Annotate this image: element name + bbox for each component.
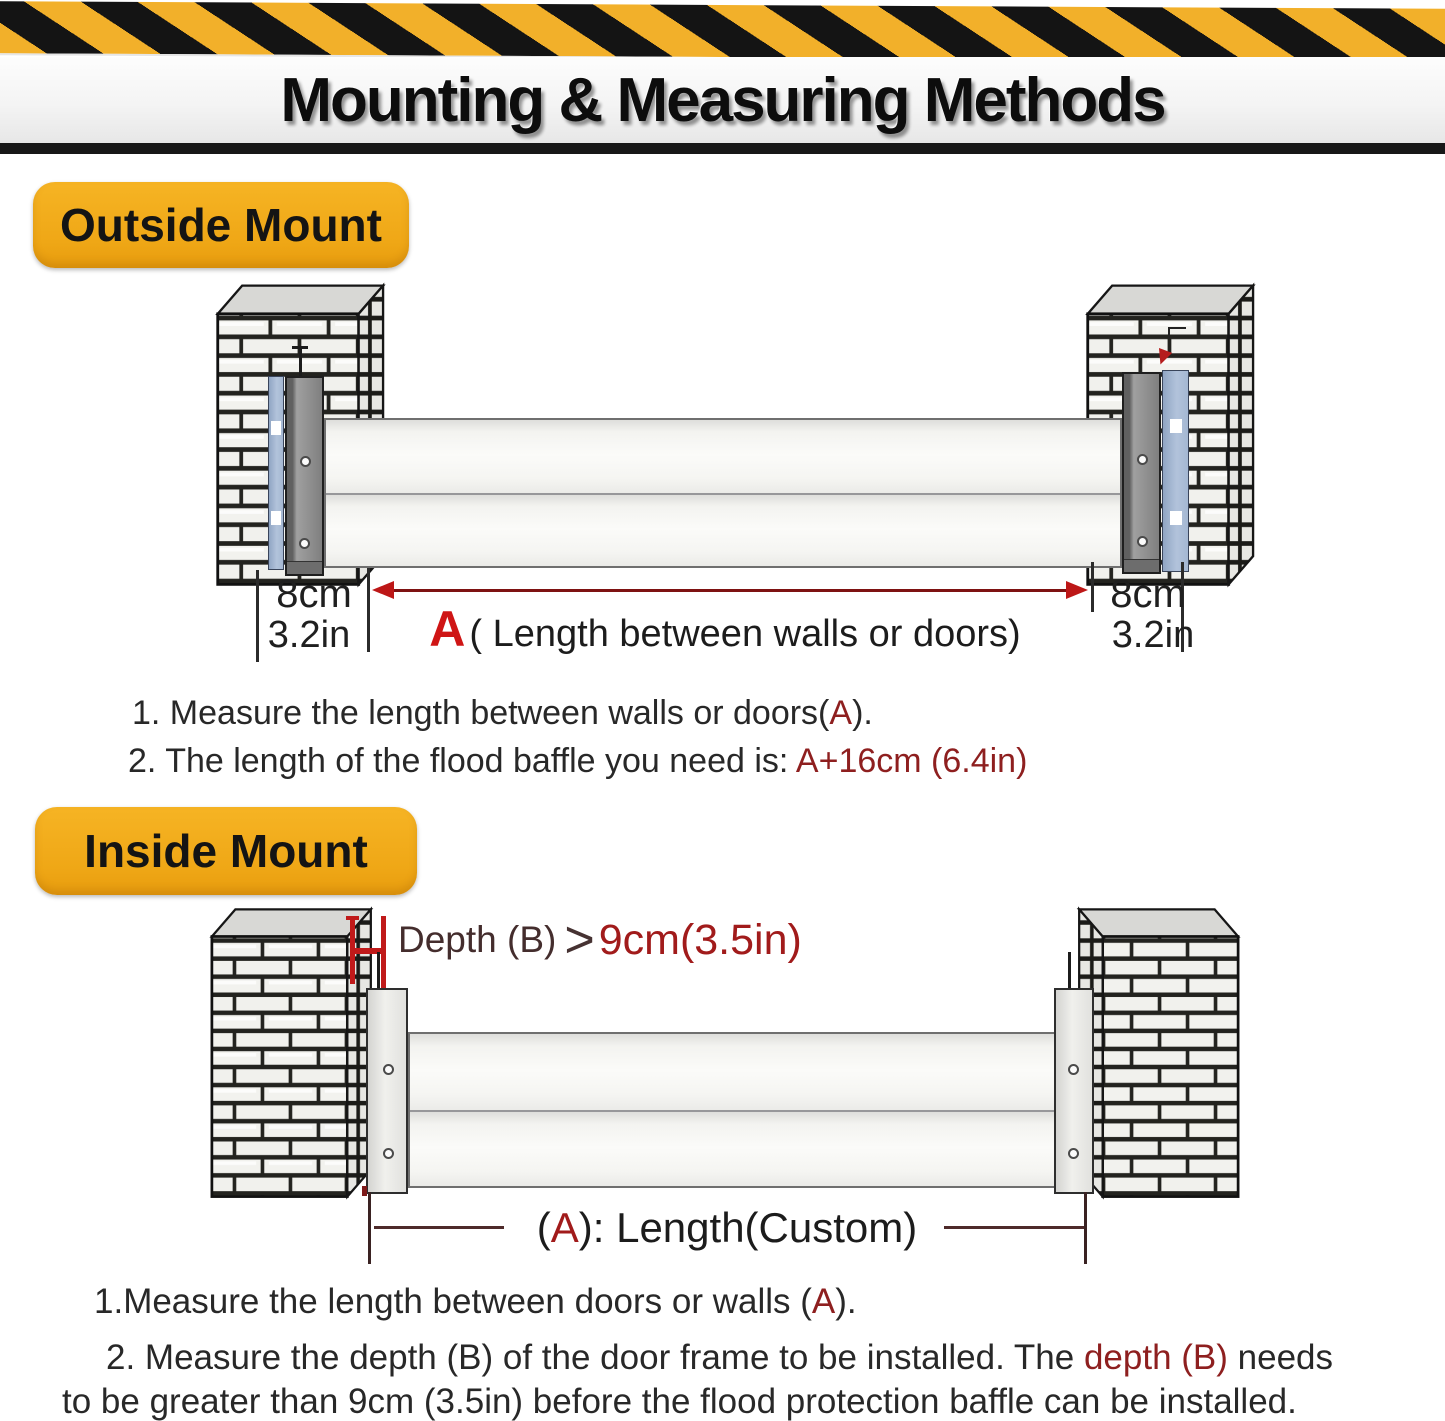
screw-hole xyxy=(383,1148,394,1159)
channel-slot xyxy=(271,421,281,435)
step-highlight: depth (B) xyxy=(1083,1338,1228,1377)
step-text: 1. Measure the length between walls or doors( xyxy=(132,694,830,732)
corner-mark xyxy=(1168,327,1186,338)
gray-mount-bracket-left xyxy=(285,376,324,576)
step-highlight: A xyxy=(829,694,853,732)
dim-tick xyxy=(1084,1192,1087,1264)
screw-hole xyxy=(1068,1148,1079,1159)
screw-hole xyxy=(383,1064,394,1075)
inside-step-2-line-2 xyxy=(62,1382,1297,1421)
screw-hole xyxy=(1137,454,1148,465)
screw-hole xyxy=(1137,536,1148,547)
channel-slot xyxy=(1170,419,1182,433)
outside-step-1 xyxy=(132,694,873,733)
bracket-pin xyxy=(1068,952,1071,988)
outside-mount-badge: Outside Mount xyxy=(33,182,409,268)
label-highlight: A xyxy=(550,1204,579,1251)
mount-channel-right xyxy=(1054,988,1094,1194)
length-custom-label xyxy=(512,1204,942,1252)
arrowhead-left xyxy=(372,581,394,599)
step-highlight: A+16cm (6.4in) xyxy=(795,742,1028,780)
page-title: Mounting & Measuring Methods xyxy=(280,65,1165,135)
dim-tick xyxy=(1091,562,1094,612)
baffle-upper-board xyxy=(326,420,1120,493)
step-text: ). xyxy=(852,694,873,732)
inside-mount-diagram xyxy=(0,790,1445,1421)
label-text: ( xyxy=(536,1204,551,1251)
outside-step-2 xyxy=(128,742,1027,781)
step-text: 2. The length of the flood baffle you need is: xyxy=(128,742,796,780)
dim-tick xyxy=(367,568,370,652)
baffle-upper-board xyxy=(410,1034,1054,1110)
depth-label-text: Depth (B) xyxy=(398,919,557,960)
length-a-label xyxy=(380,600,1070,658)
step-highlight: A xyxy=(811,1282,836,1321)
step-text: needs xyxy=(1227,1338,1334,1377)
dim-tick xyxy=(368,1192,371,1264)
greater-than-sign: > xyxy=(564,911,595,969)
depth-b-label xyxy=(398,911,802,969)
flood-baffle-panel xyxy=(408,1032,1056,1188)
mount-channel-left xyxy=(366,988,408,1194)
bracket-pin xyxy=(299,348,302,378)
right-offset-inch: 3.2in xyxy=(1111,614,1195,656)
step-text: to be greater than 9cm (3.5in) before the flood protection baffle can be installed. xyxy=(62,1382,1297,1421)
blue-mount-channel-right xyxy=(1162,370,1189,572)
inside-step-1 xyxy=(94,1282,857,1322)
dim-segment-left xyxy=(374,1226,504,1229)
depth-gauge-red xyxy=(350,916,390,996)
channel-slot xyxy=(1170,511,1182,525)
screw-hole xyxy=(299,538,310,549)
left-offset-inch: 3.2in xyxy=(267,614,351,656)
inside-mount-badge: Inside Mount xyxy=(35,807,417,895)
channel-slot xyxy=(271,511,281,525)
bracket-pin xyxy=(377,952,380,988)
depth-value: 9cm(3.5in) xyxy=(598,915,802,964)
baffle-lower-board xyxy=(326,493,1120,566)
screw-hole xyxy=(1068,1064,1079,1075)
left-offset-cm: 8cm xyxy=(276,572,352,616)
right-offset-cm: 8cm xyxy=(1110,572,1186,616)
length-a-letter: A xyxy=(429,601,466,657)
blue-mount-channel-left xyxy=(268,376,284,570)
baffle-lower-board xyxy=(410,1110,1054,1186)
dimension-arrow-line xyxy=(378,589,1078,592)
dim-segment-right xyxy=(944,1226,1084,1229)
label-text: ): Length(Custom) xyxy=(578,1204,918,1251)
screw-hole xyxy=(300,456,311,467)
arrowhead-right xyxy=(1066,581,1088,599)
length-a-text: ( Length between walls or doors) xyxy=(469,613,1021,655)
bracket-pin-cap xyxy=(292,346,308,349)
step-text: ). xyxy=(835,1282,857,1321)
bracket-foot xyxy=(1124,559,1159,572)
step-text: 1.Measure the length between doors or walls ( xyxy=(94,1282,812,1321)
red-notch-mark xyxy=(362,1186,367,1196)
gray-mount-bracket-right xyxy=(1122,372,1161,574)
step-text: 2. Measure the depth (B) of the door frame to be installed. The xyxy=(106,1338,1084,1377)
inside-step-2-line-1 xyxy=(106,1338,1333,1378)
flood-baffle-panel xyxy=(324,418,1122,568)
